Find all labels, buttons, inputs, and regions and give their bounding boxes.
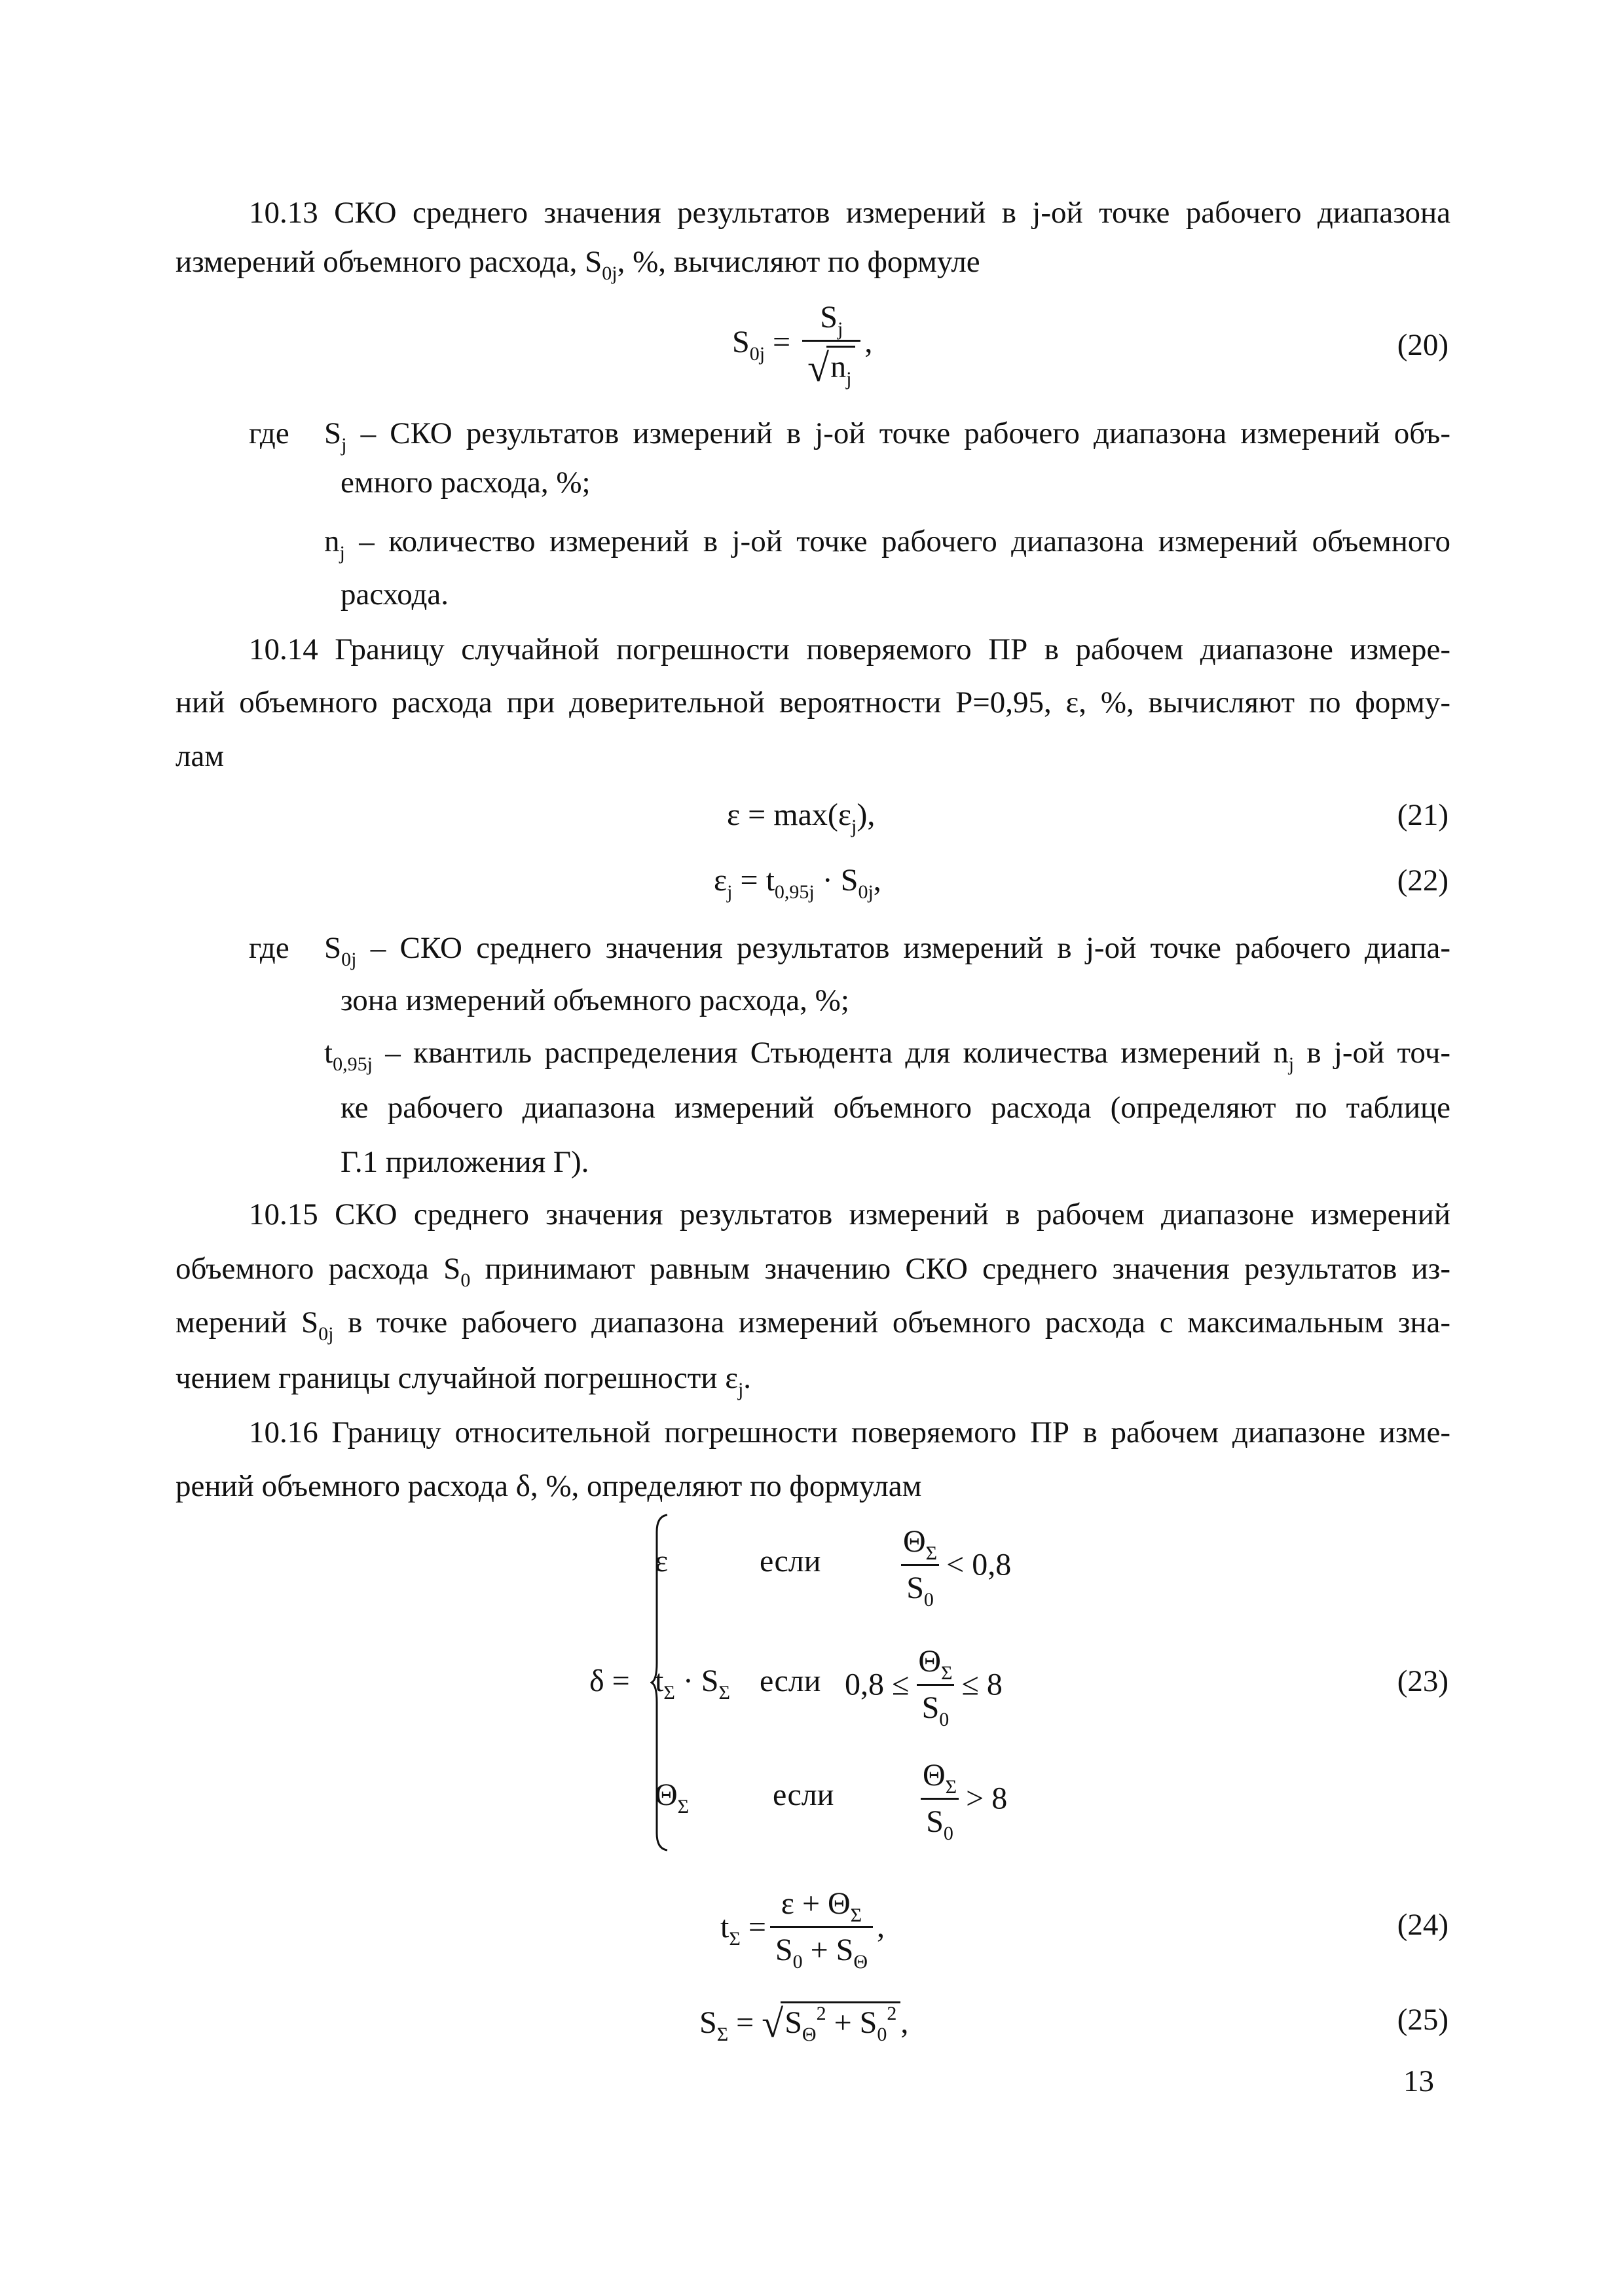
page-number: 13 (1403, 2064, 1434, 2098)
sec-10-15-line-1: 10.15 СКО среднего значения результатов измерений в рабочем диапазоне измерений (249, 1197, 1450, 1231)
eq23-case3-condition: $\frac{\Theta_\Sigma}{S_0}$ > 8 (913, 1756, 1007, 1842)
sec-10-15-line-3: мерений $S_{0j}$ в точке рабочего диапазона измерений объемного расхода с максимальным зна- (175, 1305, 1450, 1345)
equation-25: $S_\Sigma = √S_\Theta^2 + S_0^2$ , (699, 2002, 909, 2045)
sec-10-14-line-2: ний объемного расхода при доверительной вероятности Р=0,95, ε, %, вычисляют по форму- (175, 685, 1450, 720)
def-t095j-line-3: Г.1 приложения Г). (341, 1145, 589, 1179)
def-s0j-line-2: зона измерений объемного расхода, %; (341, 983, 849, 1017)
equation-number-20: (20) (1397, 328, 1449, 362)
eq23-case2-condition: 0,8 ≤ $\frac{\Theta_\Sigma}{S_0}$ ≤ 8 (845, 1644, 1003, 1730)
eq23-case1-if: если (760, 1544, 821, 1578)
eq23-case3-value: $\Theta_\Sigma$ (655, 1777, 690, 1817)
eq23-case2-if: если (760, 1664, 821, 1698)
equation-number-25: (25) (1397, 2003, 1449, 2037)
eq23-case3-if: если (773, 1777, 834, 1812)
sec-10-13-line-1: 10.13 СКО среднего значения результатов измерений в j-ой точке рабочего диапазона (249, 196, 1450, 230)
def-nj-line-2: расхода. (341, 577, 449, 611)
where-label-22: где (249, 931, 289, 965)
where-label-20: где (249, 416, 289, 450)
def-t095j-line-2: ке рабочего диапазона измерений объемного расхода (определяют по таблице (341, 1091, 1450, 1125)
sec-10-16-line-2: рений объемного расхода δ, %, определяют по формулам (175, 1469, 922, 1503)
equation-number-23: (23) (1397, 1664, 1449, 1698)
equation-20: $S_{0j}$ = $\frac{S_j}{√n_j}$ , (732, 298, 872, 387)
sec-10-14-line-3: лам (175, 739, 225, 773)
equation-22: $\varepsilon_j = t_{0,95j} \cdot S_{0j}$, (714, 863, 881, 903)
eq23-case1-condition: $\frac{\Theta_\Sigma}{S_0}$ < 0,8 (894, 1522, 1011, 1608)
sec-10-14-line-1: 10.14 Границу случайной погрешности поверяемого ПР в рабочем диапазоне измере- (249, 632, 1450, 666)
eq23-lhs: δ = (589, 1664, 630, 1698)
equation-number-21: (21) (1397, 798, 1449, 832)
def-sj-line-1: $S_j$ – СКО результатов измерений в j-ой точке рабочего диапазона измерений объ- (324, 416, 1450, 456)
sec-10-16-line-1: 10.16 Границу относительной погрешности поверяемого ПР в рабочем диапазоне изме- (249, 1415, 1450, 1449)
equation-number-24: (24) (1397, 1908, 1449, 1942)
sec-10-13-line-2: измерений объемного расхода, $S_{0j}$, %, вычисляют по формуле (175, 245, 980, 284)
equation-24: $t_\Sigma$ = $\frac{\varepsilon + \Theta_\Sigma}{S_0 + S_\Theta}$ , (720, 1886, 885, 1973)
sec-10-15-line-2: объемного расхода $S_0$ принимают равным значению СКО среднего значения результатов из- (175, 1252, 1450, 1291)
def-s0j-line-1: $S_{0j}$ – СКО среднего значения результатов измерений в j-ой точке рабочего диапа- (324, 931, 1450, 970)
eq23-case1-value: ε (655, 1544, 669, 1578)
eq23-case2-value: $t_\Sigma \cdot S_\Sigma$ (655, 1664, 730, 1704)
equation-number-22: (22) (1397, 864, 1449, 898)
def-t095j-line-1: $t_{0,95j}$ – квантиль распределения Стьюдента для количества измерений $n_j$ в j-ой точ- (324, 1036, 1451, 1075)
eq20-fraction: $\frac{S_j}{√n_j}$ (802, 298, 860, 387)
sec-10-15-line-4: чением границы случайной погрешности $\varepsilon_j$. (175, 1361, 752, 1400)
def-sj-line-2: емного расхода, %; (341, 465, 591, 500)
def-nj-line-1: $n_j$ – количество измерений в j-ой точке рабочего диапазона измерений объемного (324, 524, 1450, 564)
equation-21: $\varepsilon = \max(\varepsilon_j)$, (727, 797, 876, 837)
